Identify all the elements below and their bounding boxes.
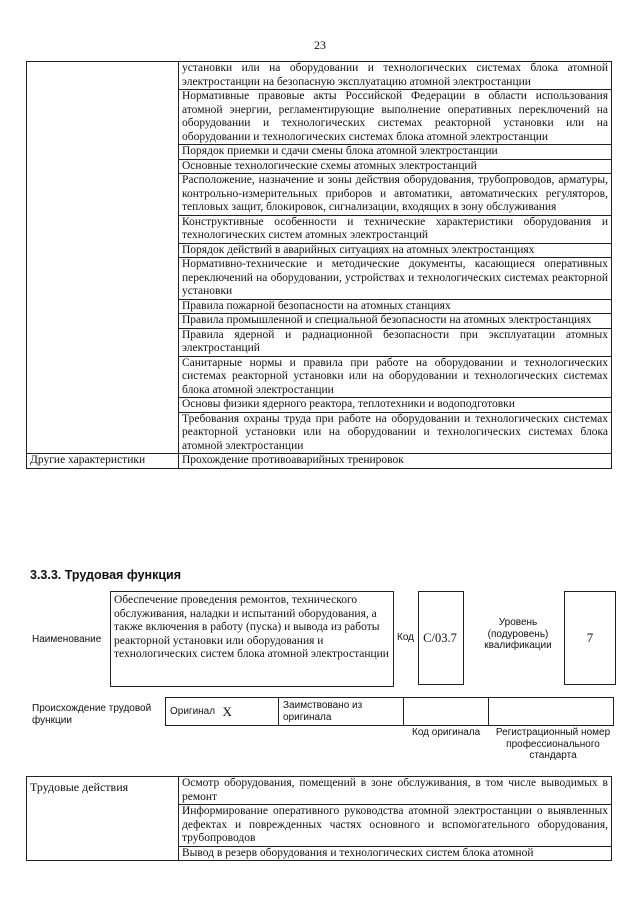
table-row bbox=[27, 454, 612, 469]
section-title: 3.3.3. Трудовая функция bbox=[30, 568, 182, 582]
level-value: 7 bbox=[586, 630, 594, 645]
knowledge-item: Правила промышленной и специальной безопасности на атомных электростанциях bbox=[179, 314, 612, 329]
knowledge-item: Санитарные нормы и правила при работе на оборудовании и технологических системах реакторной установки или на оборудовании и технологических системах блока атомной электростанции bbox=[179, 356, 612, 398]
borrowed-label: Заимствовано из оригинала bbox=[279, 698, 404, 726]
knowledge-item: установки или на оборудовании и технологических системах блока атомной электростанции на безопасную эксплуатацию атомной электростанции bbox=[179, 62, 612, 90]
labor-actions-label: Трудовые действия bbox=[27, 777, 179, 861]
table-row bbox=[27, 777, 612, 805]
original-mark: X bbox=[219, 698, 279, 726]
orig-code-label: Код оригинала bbox=[412, 727, 481, 738]
code-value: С/03.7 bbox=[423, 631, 457, 645]
knowledge-item: Требования охраны труда при работе на оборудовании и технологических системах реакторной установки или на оборудовании и технологических системах блока атомной электростанции bbox=[179, 412, 612, 454]
reg-number-label: Регистрационный номер профессионального стандарта bbox=[495, 727, 611, 761]
knowledge-item: Нормативно-технические и методические документы, касающиеся оперативных переключений на оборудовании, устройствах и технологических системах реакторной установки bbox=[179, 258, 612, 300]
knowledge-item: Расположение, назначение и зоны действия оборудования, трубопроводов, арматуры, контрольно-измерительных приборов и автоматики, автоматических регуляторов, тепловых защит, блокировок, сигнализации, входящих в зону обслуживания bbox=[179, 174, 612, 216]
code-label: Код bbox=[397, 632, 415, 643]
knowledge-item: Нормативные правовые акты Российской Федерации в области использования атомной энергии, регламентирующие выполнение оперативных переключений на оборудовании и технологических системах реакторной установки или на оборудовании и технологических системах блока атомной электростанции bbox=[179, 90, 612, 145]
knowledge-item: Основы физики ядерного реактора, теплотехники и водоподготовки bbox=[179, 398, 612, 413]
labor-action-item: Информирование оперативного руководства атомной электростанции о выявленных дефектах и поврежденных частях основного и вспомогательного оборудования, трубопроводов bbox=[179, 805, 612, 847]
knowledge-item: Правила пожарной безопасности на атомных станциях bbox=[179, 299, 612, 314]
table-row bbox=[27, 62, 612, 90]
origin-label: Происхождение трудовой функции bbox=[32, 703, 152, 726]
labor-actions-table bbox=[26, 776, 612, 861]
reg-number-cell bbox=[489, 698, 614, 726]
knowledge-item: Правила ядерной и радиационной безопасности при эксплуатации атомных электростанций bbox=[179, 328, 612, 356]
name-value: Обеспечение проведения ремонтов, технического обслуживания, наладки и испытаний оборудования, а также включения в работу (пуска) и вывода из работы реакторной установки или оборудования и технологических систем блока атомной электростанции bbox=[114, 594, 389, 660]
original-label: Оригинал bbox=[166, 698, 219, 726]
origin-table bbox=[165, 697, 614, 726]
name-label: Наименование bbox=[32, 634, 102, 645]
knowledge-label-cell bbox=[27, 62, 179, 454]
knowledge-table bbox=[26, 61, 612, 469]
page-number: 23 bbox=[314, 38, 326, 52]
knowledge-item: Основные технологические схемы атомных электростанций bbox=[179, 159, 612, 174]
other-characteristics-value: Прохождение противоаварийных тренировок bbox=[179, 454, 612, 469]
knowledge-item: Порядок приемки и сдачи смены блока атомной электростанции bbox=[179, 145, 612, 160]
knowledge-item: Конструктивные особенности и технические характеристики оборудования и технологических систем атомных электростанций bbox=[179, 215, 612, 243]
knowledge-item: Порядок действий в аварийных ситуациях на атомных электростанциях bbox=[179, 243, 612, 258]
orig-code-cell bbox=[404, 698, 489, 726]
labor-action-item: Вывод в резерв оборудования и технологических систем блока атомной bbox=[179, 846, 612, 861]
level-label: Уровень (подуровень) квалификации bbox=[484, 617, 552, 651]
other-characteristics-label: Другие характеристики bbox=[27, 454, 179, 469]
labor-action-item: Осмотр оборудования, помещений в зоне обслуживания, в том числе выводимых в ремонт bbox=[179, 777, 612, 805]
